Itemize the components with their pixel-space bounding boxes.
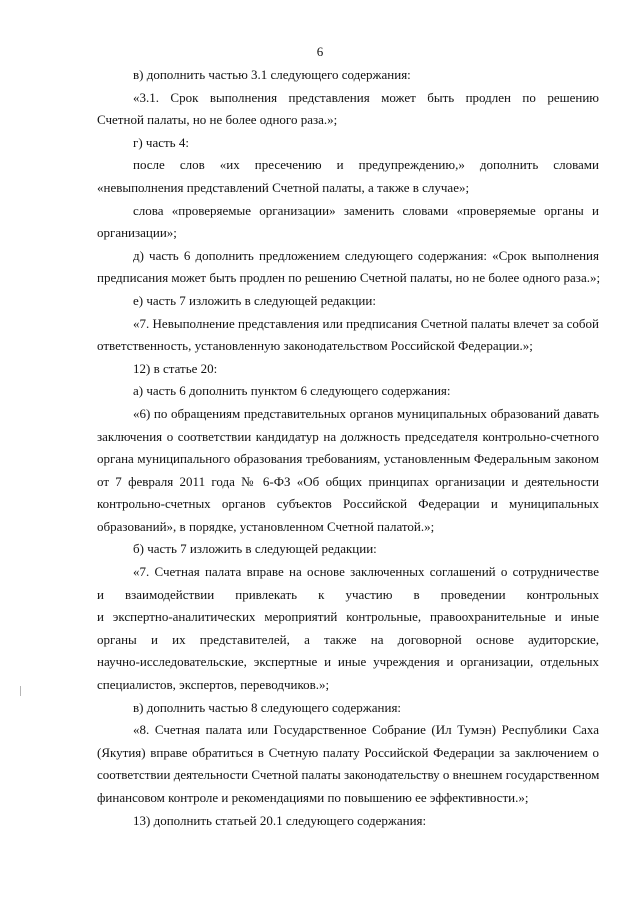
text-line: органа муниципального образования требованиям, установленным Федеральным законом [97, 451, 599, 467]
text-line: от 7 февраля 2011 года № 6-ФЗ «Об общих принципах организации и деятельности [97, 473, 599, 489]
text-line: д) часть 6 дополнить предложением следующего содержания: «Срок выполнения [133, 247, 599, 263]
text-line: заключения о соответствии кандидатур на должность председателя контрольно-счетного [97, 428, 599, 444]
text-line: е) часть 7 изложить в следующей редакции: [133, 292, 376, 308]
text-line: организации»; [97, 225, 177, 241]
text-line: «невыполнения представлений Счетной палаты, а также в случае»; [97, 179, 470, 195]
text-line: (Якутия) вправе обратиться в Счетную палату Российской Федерации за заключением о [97, 744, 599, 760]
text-line: в) дополнить частью 3.1 следующего содержания: [133, 67, 411, 82]
text-line: а) часть 6 дополнить пунктом 6 следующего содержания: [133, 383, 451, 399]
scan-mark [20, 686, 21, 696]
text-line: «8. Счетная палата или Государственное Собрание (Ил Тумэн) Республики Саха [133, 722, 599, 738]
text-line: и экспертно-аналитических мероприятий контрольные, правоохранительные и иные [97, 609, 599, 625]
text-line: «3.1. Срок выполнения представления может быть продлен по решению [133, 89, 599, 105]
text-line: 13) дополнить статьей 20.1 следующего содержания: [133, 812, 427, 828]
text-line: б) часть 7 изложить в следующей редакции: [133, 541, 377, 557]
text-line: Счетной палаты, но не более одного раза.»; [97, 112, 338, 128]
text-line: образований», в порядке, установленном Счетной палатой.»; [97, 518, 435, 534]
text-line: органы и их представителей, а также на договорной основе аудиторские, [97, 631, 599, 647]
text-line: соответствии деятельности Счетной палаты законодательству о внешнем государственном [97, 767, 600, 783]
text-line: финансовом контроле и рекомендациями по повышению ее эффективности.»; [97, 790, 529, 805]
text-line: ответственность, установленную законодательством Российской Федерации.»; [97, 338, 533, 354]
text-line: «6) по обращениям представительных органов муниципальных образований давать [133, 405, 599, 421]
text-line: в) дополнить частью 8 следующего содержания: [133, 699, 402, 715]
text-line: г) часть 4: [133, 134, 189, 150]
text-line: научно-исследовательские, экспертные и иные учреждения и организации, отдельных [97, 654, 599, 670]
text-line: специалистов, экспертов, переводчиков.»; [97, 677, 330, 693]
text-line: предписания может быть продлен по решению Счетной палаты, но не более одного раза.»; [97, 270, 601, 286]
text-line: «7. Невыполнение представления или предписания Счетной палаты влечет за собой [133, 315, 599, 331]
document-body [97, 64, 599, 832]
text-line: после слов «их пресечению и предупреждению,» дополнить словами [133, 157, 599, 173]
text-line: контрольно-счетных органов субъектов Российской Федерации и муниципальных [97, 496, 599, 512]
text-line: слова «проверяемые организации» заменить словами «проверяемые органы и [133, 202, 599, 218]
text-line: «7. Счетная палата вправе на основе заключенных соглашений о сотрудничестве [133, 564, 599, 580]
text-line: и взаимодействии привлекать к участию в проведении контрольных [97, 586, 599, 602]
page-number: 6 [316, 44, 324, 59]
text-line: 12) в статье 20: [133, 360, 218, 376]
